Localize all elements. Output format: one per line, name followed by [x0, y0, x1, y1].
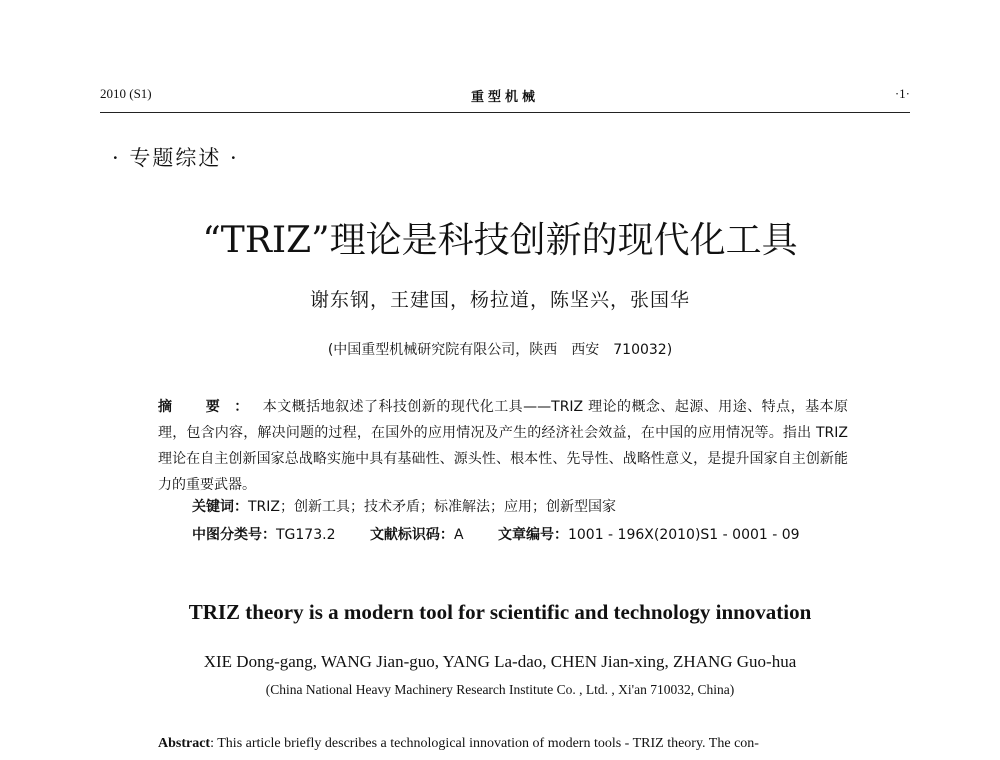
article-no-label: 文章编号： [497, 527, 568, 543]
article-title-cn: “TRIZ”理论是科技创新的现代化工具 [202, 220, 798, 261]
section-label: · 专题综述 · [112, 146, 239, 170]
classification-line [192, 524, 800, 544]
article-no-value: 1001 - 196X(2010)S1 - 0001 - 09 [567, 527, 800, 543]
running-header [100, 84, 910, 106]
doc-code-value: A [453, 527, 464, 543]
abstract-en [158, 736, 858, 752]
issue-number: 2010 (S1) [100, 86, 152, 101]
clc-segment [192, 527, 335, 543]
header-divider [100, 112, 910, 113]
authors-en: XIE Dong-gang, WANG Jian-guo, YANG La-dao, CHEN Jian-xing, ZHANG Guo-hua [203, 652, 797, 671]
abstract-en-label: Abstract [158, 736, 211, 751]
abstract-en-text: : This article briefly describes a technological innovation of modern tools - TRIZ theory. The con- [210, 736, 759, 751]
article-title-en: TRIZ theory is a modern tool for scientific and technology innovation [188, 600, 812, 624]
abstract-cn [158, 394, 848, 498]
keywords-label: 关键词： [192, 499, 248, 515]
keywords-cn [192, 496, 616, 516]
affiliation-cn: (中国重型机械研究院有限公司，陕西 西安 710032) [327, 342, 673, 358]
journal-name: 重型机械 [470, 89, 539, 104]
keywords-text: TRIZ；创新工具；技术矛盾；标准解法；应用；创新型国家 [248, 499, 616, 515]
affiliation-en: (China National Heavy Machinery Research Institute Co. , Ltd. , Xi'an 710032, China) [265, 682, 735, 697]
doc-code-segment [370, 527, 464, 543]
article-no-segment [498, 527, 800, 543]
authors-cn: 谢东钢，王建国，杨拉道，陈坚兴，张国华 [309, 289, 690, 311]
clc-label: 中图分类号： [192, 527, 276, 543]
clc-value: TG173.2 [276, 527, 336, 543]
abstract-cn-label: 摘 要： [158, 399, 263, 415]
page-number: ·1· [894, 86, 910, 101]
abstract-cn-text: 本文概括地叙述了科技创新的现代化工具——TRIZ 理论的概念、起源、用途、特点，基本原理，包含内容，解决问题的过程，在国外的应用情况及产生的经济社会效益，在中国的应用情况等。指出 TRIZ 理论在自主创新国家总战略实施中具有基础性、源头性、根本性、先导性、战略性意义，是提升国家自主创新能力的重要武器。 [158, 399, 849, 493]
doc-code-label: 文献标识码： [369, 527, 454, 543]
